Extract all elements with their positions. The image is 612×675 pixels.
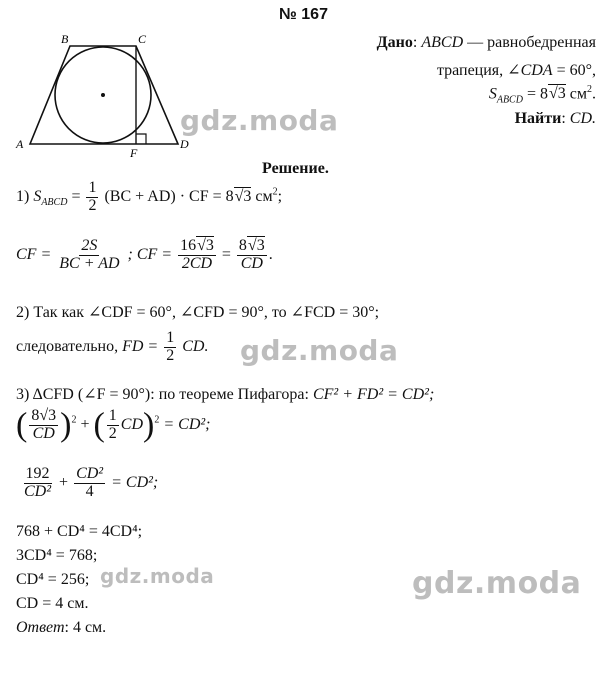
answer-value: : 4 см. <box>64 619 107 636</box>
watermark-4: gdz.moda <box>412 566 582 601</box>
watermark-1: gdz.moda <box>180 104 339 137</box>
eq-cd-4: CD = 4 см. <box>16 595 89 612</box>
given-line1-rest: — равнобедренная <box>467 34 596 51</box>
find-label: Найти <box>514 110 562 127</box>
find-line: Найти: CD. <box>514 110 596 127</box>
eq-cd4-256: CD⁴ = 256; <box>16 571 90 588</box>
step1-formula: 1) $S_{ABCD}$ = $\frac{1}{2}$ (BC + AD) · CF = 8√3 $см^2$; <box>16 179 283 214</box>
step3-squares: ( $\frac{8√3}{CD}$ )$^2$ + ( $\frac{1}{2}$ CD)$^2$ = CD²; <box>16 406 211 444</box>
label-b: B <box>61 32 69 46</box>
right-angle-mark <box>136 134 146 144</box>
step2-angles: 2) Так как ∠CDF = 60°, ∠CFD = 90°, то ∠FCD = 30°; <box>16 304 380 321</box>
watermark-2: gdz.moda <box>240 334 399 367</box>
label-a: A <box>16 137 24 151</box>
problem-number: № 167 <box>279 6 328 23</box>
answer-line <box>16 619 106 637</box>
step1-cf: CF = $\frac{2S}{BC + AD}$ ; CF = $\frac{16√3}{2CD}$ = $\frac{8√3}{CD}$ . <box>16 237 273 272</box>
label-d: D <box>180 137 189 151</box>
trapezoid-figure <box>12 30 212 160</box>
label-f: F <box>130 146 138 160</box>
step3-pythagoras: 3) ΔCFD (∠F = 90°): по теореме Пифагора: CF² + FD² = CD²; <box>16 386 435 403</box>
eq-768: 768 + CD⁴ = 4CD⁴; <box>16 523 143 540</box>
circle-center <box>101 93 105 97</box>
watermark-3: gdz.moda <box>100 564 215 588</box>
given-line-2: трапеция, ∠CDA = 60°, <box>436 62 596 79</box>
given-line-1: Дано: ABCD — равнобедренная <box>376 34 596 51</box>
eq-3cd4: 3CD⁴ = 768; <box>16 547 98 564</box>
answer-label: Ответ <box>16 619 65 636</box>
label-c: C <box>138 32 147 46</box>
solution-heading: Решение. <box>262 160 329 177</box>
given-line-3: $S_{ABCD} = 8√3$ $см^2$. <box>488 84 596 106</box>
given-label: Дано <box>376 34 413 51</box>
step3-fractions: $\frac{192}{\text{CD²}}$ + $\frac{\text{CD²}}{4}$ = CD²; <box>24 465 159 500</box>
step2-conclusion: следовательно, FD = $\frac{1}{2}$ CD. <box>16 329 209 364</box>
